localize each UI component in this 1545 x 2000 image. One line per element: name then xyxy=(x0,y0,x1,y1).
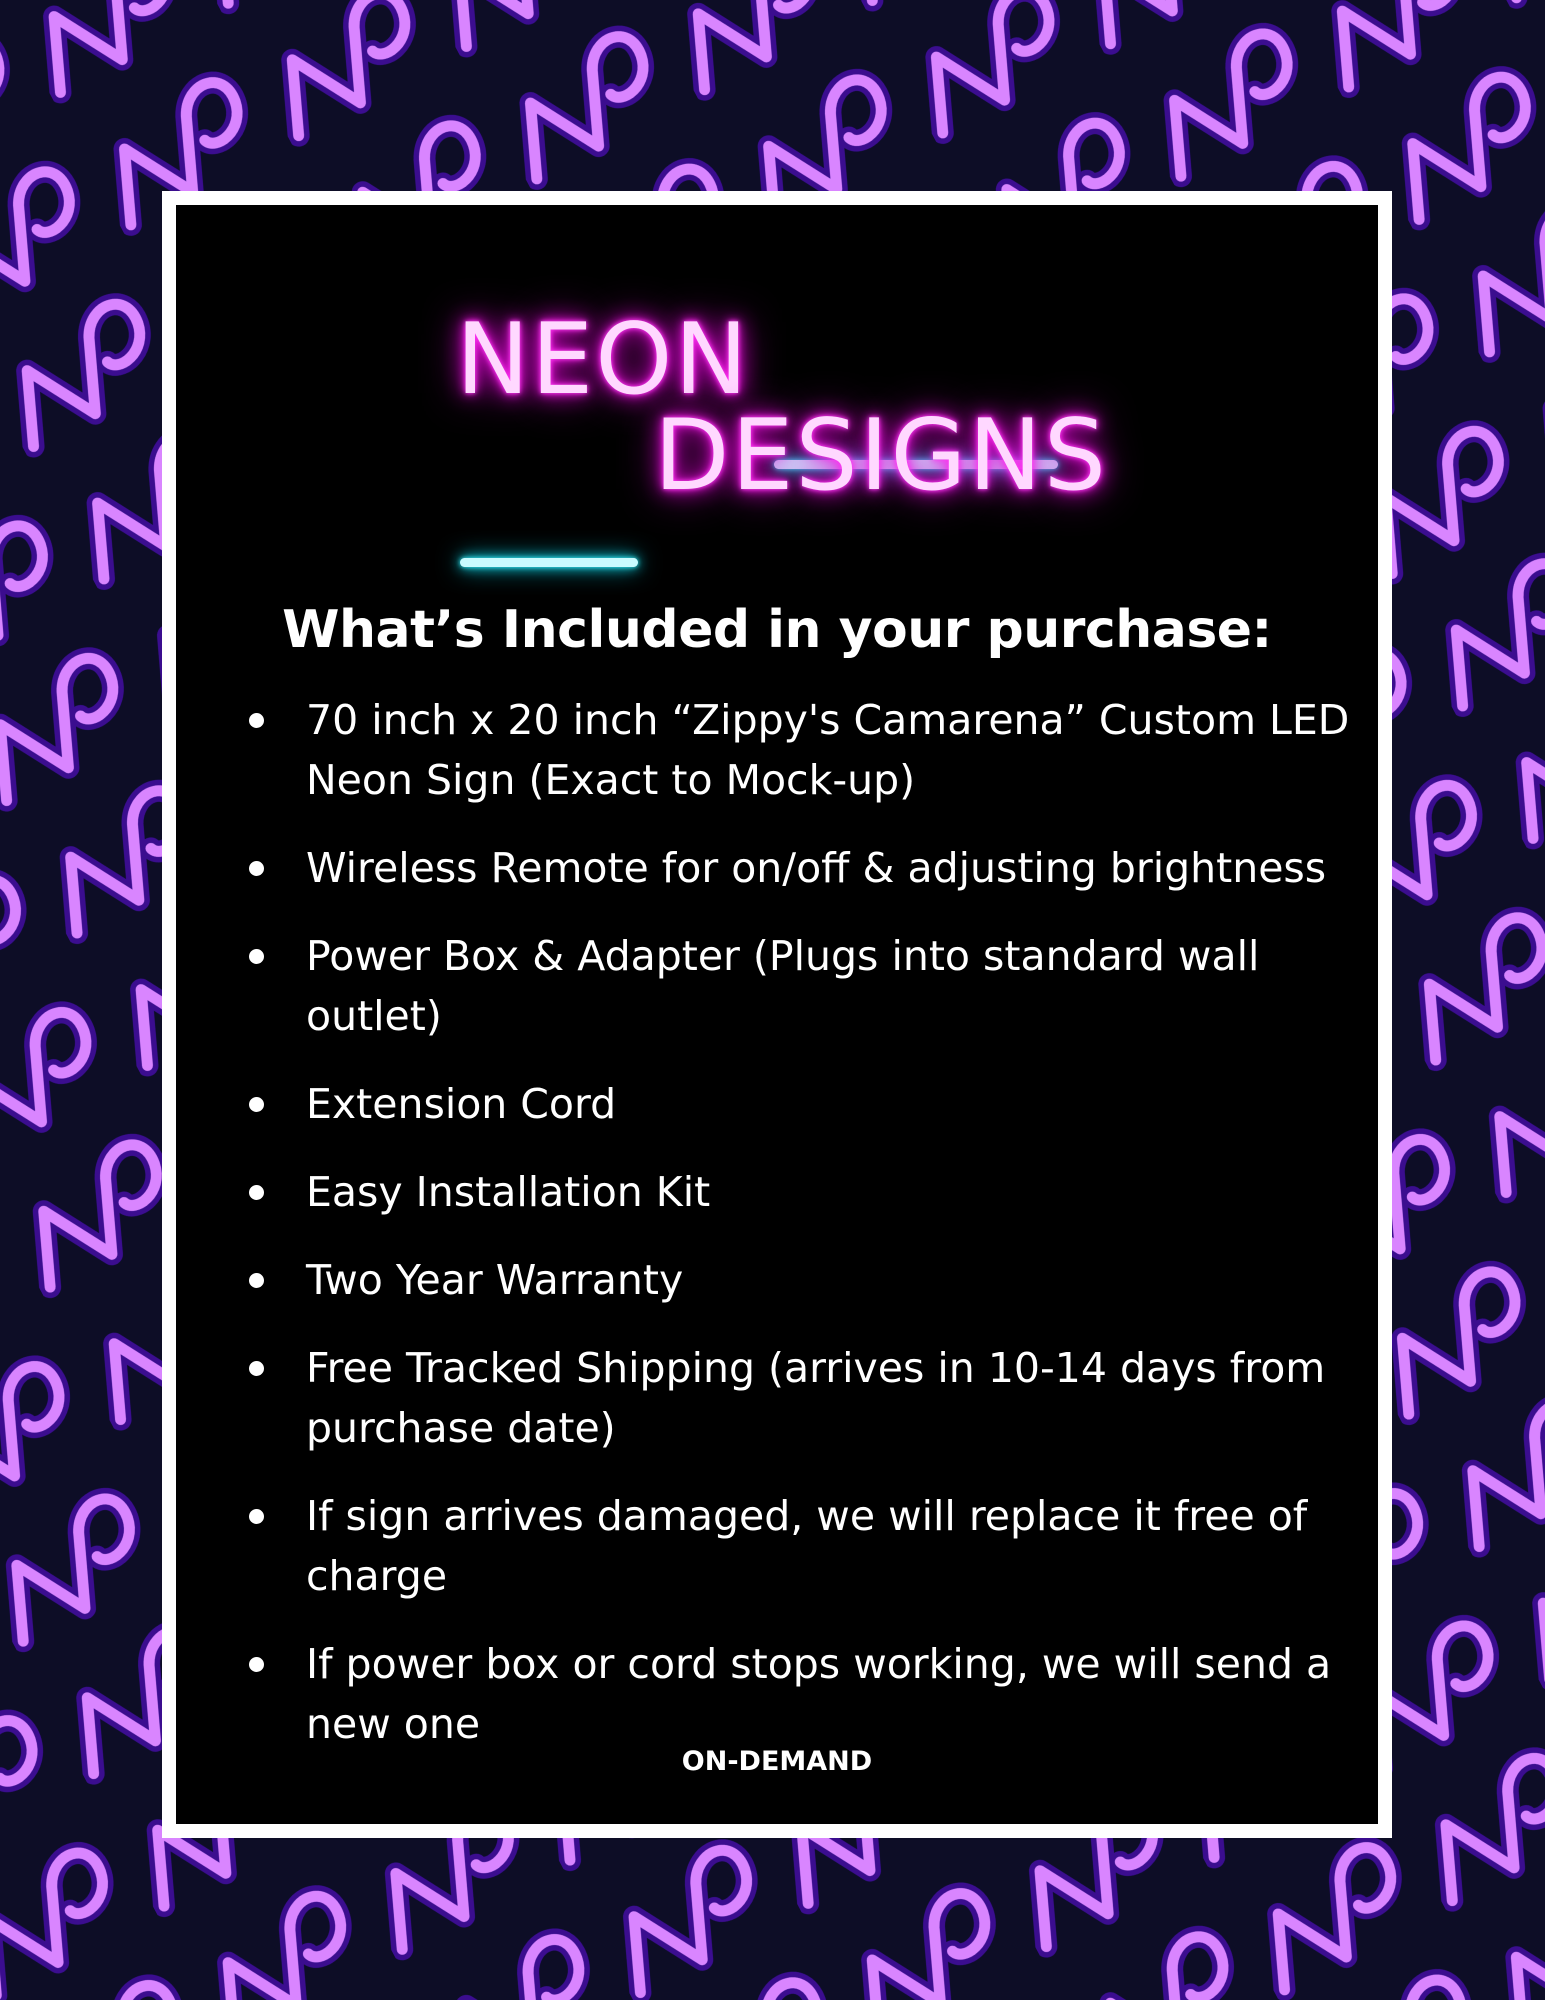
logo-neon-text: NEON xyxy=(456,303,750,417)
bullet-icon xyxy=(249,861,264,876)
list-item xyxy=(236,1074,1356,1134)
list-item-text: Power Box & Adapter (Plugs into standard wall outlet) xyxy=(306,932,1260,1040)
included-heading: What’s Included in your purchase: xyxy=(282,600,1272,660)
on-demand-brand: ON-DEMAND xyxy=(681,1746,873,1777)
list-item xyxy=(236,926,1356,1046)
bullet-icon xyxy=(249,1097,264,1112)
list-item-text: If sign arrives damaged, we will replace it free of charge xyxy=(306,1492,1308,1600)
bullet-icon xyxy=(249,713,264,728)
bullet-icon xyxy=(249,1509,264,1524)
list-item-text: Easy Installation Kit xyxy=(306,1168,711,1216)
list-item-text: 70 inch x 20 inch “Zippy's Camarena” Custom LED Neon Sign (Exact to Mock-up) xyxy=(306,696,1350,804)
list-item xyxy=(236,1162,1356,1222)
list-item-text: If power box or cord stops working, we will send a new one xyxy=(306,1640,1332,1748)
list-item xyxy=(236,1634,1356,1754)
list-item-text: Free Tracked Shipping (arrives in 10-14 days from purchase date) xyxy=(306,1344,1326,1452)
info-panel xyxy=(162,191,1392,1838)
list-item xyxy=(236,1250,1356,1310)
logo-designs-text: DESIGNS xyxy=(654,399,1108,513)
list-item-text: Extension Cord xyxy=(306,1080,617,1128)
bullet-icon xyxy=(249,1273,264,1288)
list-item xyxy=(236,690,1356,810)
bullet-icon xyxy=(249,949,264,964)
list-item xyxy=(236,1486,1356,1606)
neon-designs-logo xyxy=(456,305,1116,535)
bullet-icon xyxy=(249,1185,264,1200)
list-item-text: Wireless Remote for on/off & adjusting brightness xyxy=(306,844,1327,892)
list-item xyxy=(236,1338,1356,1458)
included-items-list xyxy=(236,690,1356,1782)
list-item xyxy=(236,838,1356,898)
logo-cyan-bar-bottom xyxy=(460,558,638,567)
bullet-icon xyxy=(249,1657,264,1672)
list-item-text: Two Year Warranty xyxy=(306,1256,684,1304)
bullet-icon xyxy=(249,1361,264,1376)
